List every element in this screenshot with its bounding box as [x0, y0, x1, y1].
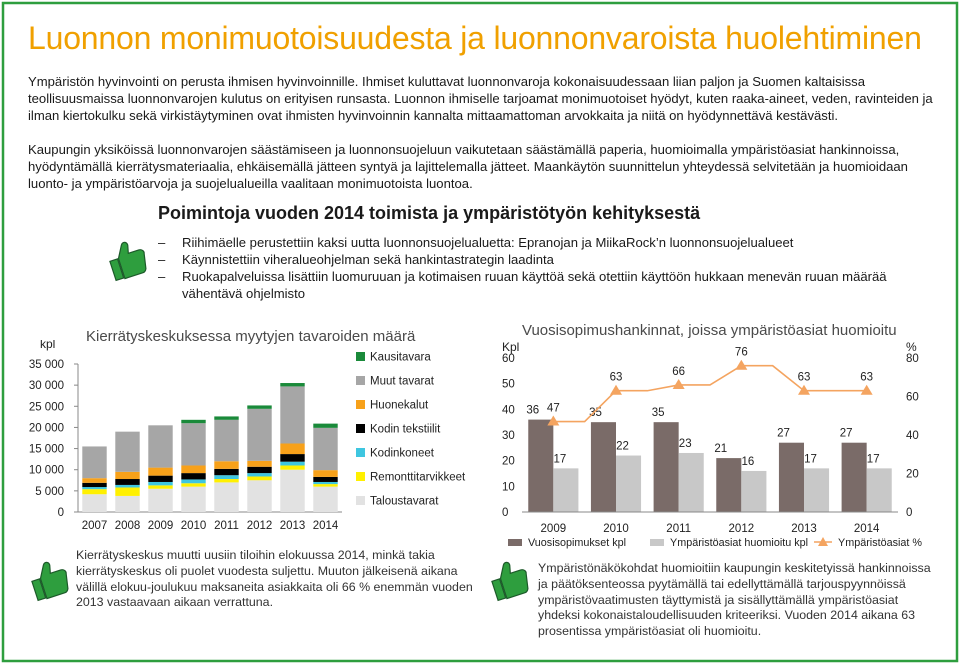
legend-label: Remonttitarvikkeet	[370, 471, 466, 484]
bar-segment	[313, 470, 337, 477]
bullet-text: Riihimäelle perustettiin kaksi uutta luonnonsuojelualuetta: Epranojan ja MiikaRock’n luonnonsuojelualueet	[182, 235, 794, 250]
bar-segment	[280, 386, 304, 443]
bullet-marker: –	[158, 269, 166, 284]
line-data-label: 63	[797, 371, 811, 384]
bar-segment	[115, 496, 139, 512]
x-tick-label: 2010	[603, 523, 629, 535]
y-tick-label: 15 000	[28, 443, 64, 456]
bar-data-label: 27	[839, 427, 853, 440]
bar-segment	[82, 483, 106, 487]
bar-segment	[82, 494, 106, 512]
y2-axis-label: %	[906, 340, 917, 354]
legend-swatch	[356, 424, 365, 433]
line-data-label: 63	[609, 371, 623, 384]
bar-contracts	[716, 458, 741, 512]
x-tick-label: 2008	[114, 520, 141, 532]
legend-label: Taloustavarat	[370, 495, 439, 508]
highlights-heading: Poimintoja vuoden 2014 toimista ja ympäristötyön kehityksestä	[158, 203, 701, 223]
bar-data-label: 35	[651, 407, 665, 420]
thumbs-up-icon	[486, 556, 532, 602]
line-point	[610, 385, 622, 395]
y-axis-label: Kpl	[502, 340, 520, 354]
bullet-marker: –	[158, 252, 166, 267]
legend-label: Ympäristöasiat %	[838, 537, 923, 549]
bullet-marker: –	[158, 235, 166, 250]
bar-environment	[553, 468, 578, 512]
bar-segment	[313, 482, 337, 484]
bar-data-label: 16	[741, 455, 755, 468]
legend-label: Huonekalut	[370, 399, 429, 412]
bar-segment	[148, 425, 172, 467]
x-tick-label: 2009	[147, 520, 174, 532]
y-tick-label: 20 000	[28, 422, 64, 435]
bar-segment	[247, 409, 271, 461]
recycling-chart-title: Kierrätyskeskuksessa myytyjen tavaroiden määrä	[86, 328, 416, 345]
y-tick-label: 0	[502, 507, 509, 519]
legend-label: Vuosisopimukset kpl	[528, 537, 627, 549]
legend-label: Kodinkoneet	[370, 447, 434, 460]
bar-segment	[247, 476, 271, 480]
x-tick-label: 2012	[246, 520, 273, 532]
thumbs-up-icon	[104, 236, 150, 282]
bar-segment	[181, 465, 205, 473]
x-tick-label: 2012	[728, 523, 755, 535]
y2-tick-label: 40	[906, 430, 919, 442]
line-point	[798, 385, 810, 395]
line-point	[861, 385, 873, 395]
bar-segment	[313, 487, 337, 512]
bar-data-label: 17	[804, 453, 817, 466]
bar-data-label: 17	[866, 453, 880, 466]
page-title: Luonnon monimuotoisuudesta ja luonnonvaroista huolehtiminen	[28, 20, 922, 56]
y-tick-label: 30	[502, 430, 515, 442]
bar-segment	[115, 472, 139, 479]
y-tick-label: 10 000	[28, 464, 64, 477]
bar-segment	[82, 487, 106, 489]
bar-segment	[181, 473, 205, 479]
procurement-chart-title: Vuosisopimushankinnat, joissa ympäristöasiat huomioitu	[522, 322, 897, 339]
bar-segment	[280, 465, 304, 469]
x-tick-label: 2014	[312, 520, 339, 532]
x-tick-label: 2013	[791, 523, 817, 535]
y-tick-label: 5 000	[35, 485, 64, 498]
bar-segment	[280, 454, 304, 462]
line-point	[673, 379, 685, 389]
y-tick-label: 25 000	[28, 401, 64, 414]
y-tick-label: 40	[502, 404, 515, 417]
recycling-caption: Kierrätyskeskus muutti uusiin tiloihin elokuussa 2014, minkä takia kierrätyskeskus oli puolet vuodesta suljettu. Muuton jälkeisenä aikana välillä elokuu-joulukuu maksaneita asiakkaita oli 66 % enemmän vuoden 2013 vastaavaan aikaan verrattuna.	[76, 548, 473, 610]
bar-segment	[247, 480, 271, 512]
legend-label: Ympäristöasiat huomioitu kpl	[670, 537, 809, 549]
list-item	[158, 251, 918, 268]
bar-segment	[247, 405, 271, 408]
bar-segment	[82, 446, 106, 478]
recycling-chart	[20, 340, 480, 540]
bar-segment	[280, 443, 304, 454]
bar-data-label: 21	[714, 443, 728, 456]
bar-segment	[214, 479, 238, 482]
bar-data-label: 27	[777, 427, 790, 440]
legend-swatch	[356, 352, 365, 361]
y-axis-label: kpl	[40, 340, 56, 351]
y-tick-label: 50	[502, 378, 515, 391]
bar-segment	[181, 423, 205, 465]
bar-segment	[214, 475, 238, 479]
bar-segment	[214, 469, 238, 475]
list-item	[158, 268, 918, 302]
bar-segment	[247, 461, 271, 467]
legend-label: Kodin tekstiilit	[370, 423, 441, 436]
bar-segment	[247, 467, 271, 473]
bar-environment	[867, 468, 892, 512]
bar-contracts	[842, 443, 867, 512]
bullet-text: Ruokapalveluissa lisättiin luomuruuan ja kotimaisen ruuan käyttöä sekä otettiin käyttöön hukkaan menevän ruuan määrää vähentävä ohjelmisto	[182, 269, 887, 301]
y-tick-label: 35 000	[28, 359, 64, 371]
legend-swatch	[356, 496, 365, 505]
legend-swatch	[356, 448, 365, 457]
legend-swatch	[356, 376, 365, 385]
bar-segment	[148, 489, 172, 512]
bar-segment	[313, 477, 337, 482]
bar-segment	[214, 420, 238, 461]
legend-swatch	[356, 400, 365, 409]
bar-segment	[115, 479, 139, 485]
bar-segment	[115, 487, 139, 495]
bar-segment	[115, 432, 139, 472]
bar-contracts	[779, 443, 804, 512]
y2-tick-label: 0	[906, 507, 913, 519]
bar-segment	[148, 476, 172, 482]
line-data-label: 63	[860, 371, 874, 384]
bar-segment	[181, 420, 205, 423]
bar-segment	[181, 483, 205, 486]
x-tick-label: 2011	[666, 523, 692, 535]
x-tick-label: 2007	[81, 520, 108, 532]
y-tick-label: 30 000	[28, 380, 64, 393]
procurement-caption: Ympäristönäkökohdat huomioitiin kaupungin keskitetyissä hankinnoissa ja päätöksenteossa pyytämällä tai edellyttämällä tarjouspyynnöissä ympäristövaatimusten täyttymistä ja sisällyttämällä ympäristöasiat yhdeksi kokonaistaloudellisuuden kriteeriksi. Vuoden 2014 aikana 63 prosentissa ympäristöasiat oli huomioitu.	[538, 561, 931, 639]
thumbs-up-icon	[26, 556, 72, 602]
bar-segment	[280, 470, 304, 512]
bar-segment	[280, 462, 304, 466]
legend-label: Kausitavara	[370, 351, 431, 364]
y2-tick-label: 20	[906, 468, 919, 481]
line-data-label: 47	[546, 402, 560, 415]
procurement-chart	[488, 334, 940, 556]
bar-environment	[804, 468, 829, 512]
bar-segment	[82, 478, 106, 483]
bar-environment	[679, 453, 704, 512]
x-tick-label: 2013	[279, 520, 306, 532]
y2-tick-label: 60	[906, 391, 919, 404]
bar-segment	[313, 484, 337, 487]
bar-segment	[280, 383, 304, 386]
bar-contracts	[528, 420, 553, 512]
bar-environment	[741, 471, 766, 512]
x-tick-label: 2010	[180, 520, 207, 532]
bar-segment	[148, 468, 172, 476]
bar-data-label: 22	[616, 440, 629, 453]
list-item	[158, 234, 918, 251]
y-tick-label: 20	[502, 455, 515, 468]
bar-segment	[148, 482, 172, 485]
y-tick-label: 10	[502, 481, 515, 494]
highlights-list	[158, 234, 918, 302]
x-tick-label: 2009	[540, 523, 567, 535]
bar-data-label: 17	[553, 453, 567, 466]
y-tick-label: 60	[502, 353, 515, 365]
legend-label: Muut tavarat	[370, 375, 434, 388]
actions-paragraph: Kaupungin yksiköissä luonnonvarojen säästämiseen ja luonnonsuojeluun vaikutetaan säästämällä paperia, huomioimalla ympäristöasiat hankinnoissa, hyödyntämällä kierrätysmateriaalia, ehkäisemällä jätteen syntyä ja lajittelemalla jätteet. Maankäytön suunnittelun yhteydessä selvitetään ja huomioidaan luonto- ja ympäristöarvoja ja suojelualueilla vaalitaan monimuotoista luontoa.	[28, 142, 908, 191]
bar-contracts	[654, 422, 679, 512]
bar-segment	[181, 479, 205, 483]
bar-segment	[214, 416, 238, 419]
bar-data-label: 36	[526, 404, 540, 417]
bar-data-label: 23	[678, 437, 692, 450]
bar-segment	[313, 424, 337, 428]
bar-segment	[247, 473, 271, 476]
line-data-label: 76	[734, 346, 748, 359]
x-tick-label: 2011	[214, 520, 239, 532]
bar-contracts	[591, 422, 616, 512]
bar-data-label: 35	[589, 407, 602, 420]
bar-environment	[616, 456, 641, 512]
legend-swatch	[508, 539, 522, 546]
bar-segment	[181, 487, 205, 512]
line-point	[735, 360, 747, 370]
bar-segment	[214, 461, 238, 469]
line-data-label: 66	[672, 365, 686, 378]
y-tick-label: 0	[57, 507, 64, 519]
x-tick-label: 2014	[853, 523, 880, 535]
bar-segment	[82, 489, 106, 494]
intro-paragraph: Ympäristön hyvinvointi on perusta ihmisen hyvinvoinnille. Ihmiset kuluttavat luonnonvaroja kokonaisuudessaan liian paljon ja Suomen kaltaisissa teollisuusmaissa luonnonvarojen kulutus on erityisen runsasta. Luonnon ihmiselle tarjoamat monimuotoiset hyödyt, kuten raaka-aineet, veden, ravinteiden ja ilman kiertokulku sekä virkistäytyminen ovat ihmisten hyvinvoinnin kannalta mittaamattoman arvokkaita ja niitä on hyödynnettävä kestävästi.	[28, 74, 933, 123]
bar-segment	[148, 485, 172, 488]
y2-tick-label: 80	[906, 353, 919, 365]
legend-swatch	[356, 472, 365, 481]
bar-segment	[214, 482, 238, 512]
bullet-text: Käynnistettiin viheralueohjelman sekä hankintastrategin laadinta	[182, 252, 554, 267]
bar-segment	[313, 428, 337, 470]
legend-swatch	[650, 539, 664, 546]
bar-segment	[115, 485, 139, 488]
